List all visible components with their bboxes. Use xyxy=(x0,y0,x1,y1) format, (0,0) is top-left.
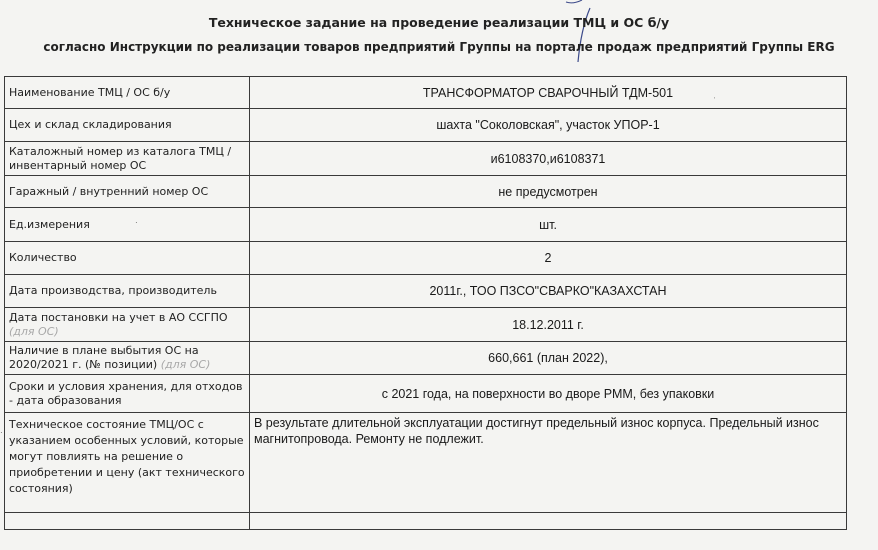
row-value: В результате длительной эксплуатации достигнут предельный износ корпуса. Предельный износ магнитопровода. Ремонту не подлежит. xyxy=(250,413,847,513)
row-label: Гаражный / внутренний номер ОС xyxy=(5,176,250,208)
row-value: 2011г., ТОО ПЗСО"СВАРКО"КАЗАХСТАН xyxy=(250,275,847,308)
row-label: Каталожный номер из каталога ТМЦ / инвентарный номер ОС xyxy=(5,142,250,176)
row-label: Техническое состояние ТМЦ/ОС с указанием особенных условий, которые могут повлиять на решение о приобретении и цену (акт технического состояния) xyxy=(5,413,250,513)
row-value: ТРАНСФОРМАТОР СВАРОЧНЫЙ ТДМ-501 xyxy=(250,77,847,109)
row-label-note: (для ОС) xyxy=(9,324,59,338)
table-row xyxy=(5,308,847,342)
row-value: 660,661 (план 2022), xyxy=(250,342,847,375)
table-row xyxy=(5,413,847,513)
table-row xyxy=(5,342,847,375)
pen-stroke-mark xyxy=(560,0,600,70)
scan-speck: · xyxy=(135,218,138,227)
row-value: шт. xyxy=(250,208,847,242)
row-value xyxy=(250,513,847,530)
table-row xyxy=(5,275,847,308)
scan-speck: ˈ xyxy=(713,96,716,105)
table-row xyxy=(5,242,847,275)
row-label-note: (для ОС) xyxy=(160,358,211,371)
row-value: 18.12.2011 г. xyxy=(250,308,847,342)
table-row xyxy=(5,176,847,208)
row-label-text: Наличие в плане выбытия ОС на 2020/2021 г. (№ позиции) xyxy=(9,344,199,371)
table-row xyxy=(5,109,847,142)
row-value: шахта "Соколовская", участок УПОР-1 xyxy=(250,109,847,142)
document-title: Техническое задание на проведение реализации ТМЦ и ОС б/у xyxy=(208,15,670,30)
row-label: Количество xyxy=(5,242,250,275)
row-label xyxy=(5,342,250,375)
table-row xyxy=(5,208,847,242)
row-value: 2 xyxy=(250,242,847,275)
row-label: Сроки и условия хранения, для отходов - дата образования xyxy=(5,375,250,413)
row-value: не предусмотрен xyxy=(250,176,847,208)
row-label: Дата производства, производитель xyxy=(5,275,250,308)
row-label: Ед.измерения xyxy=(5,208,250,242)
table-row xyxy=(5,77,847,109)
scan-speck: · xyxy=(0,428,3,437)
table-row xyxy=(5,375,847,413)
row-value: и6108370,и6108371 xyxy=(250,142,847,176)
spec-table xyxy=(4,76,847,530)
row-label xyxy=(5,513,250,530)
row-label: Цех и склад складирования xyxy=(5,109,250,142)
row-label: Наименование ТМЦ / ОС б/у xyxy=(5,77,250,109)
table-row xyxy=(5,142,847,176)
table-row-empty xyxy=(5,513,847,530)
row-value: с 2021 года, на поверхности во дворе РММ, без упаковки xyxy=(250,375,847,413)
row-label-text: Дата постановки на учет в АО ССГПО xyxy=(9,310,228,324)
document-subtitle: согласно Инструкции по реализации товаров предприятий Группы на портале продаж предприятий Группы ERG xyxy=(43,40,835,54)
row-label xyxy=(5,308,250,342)
